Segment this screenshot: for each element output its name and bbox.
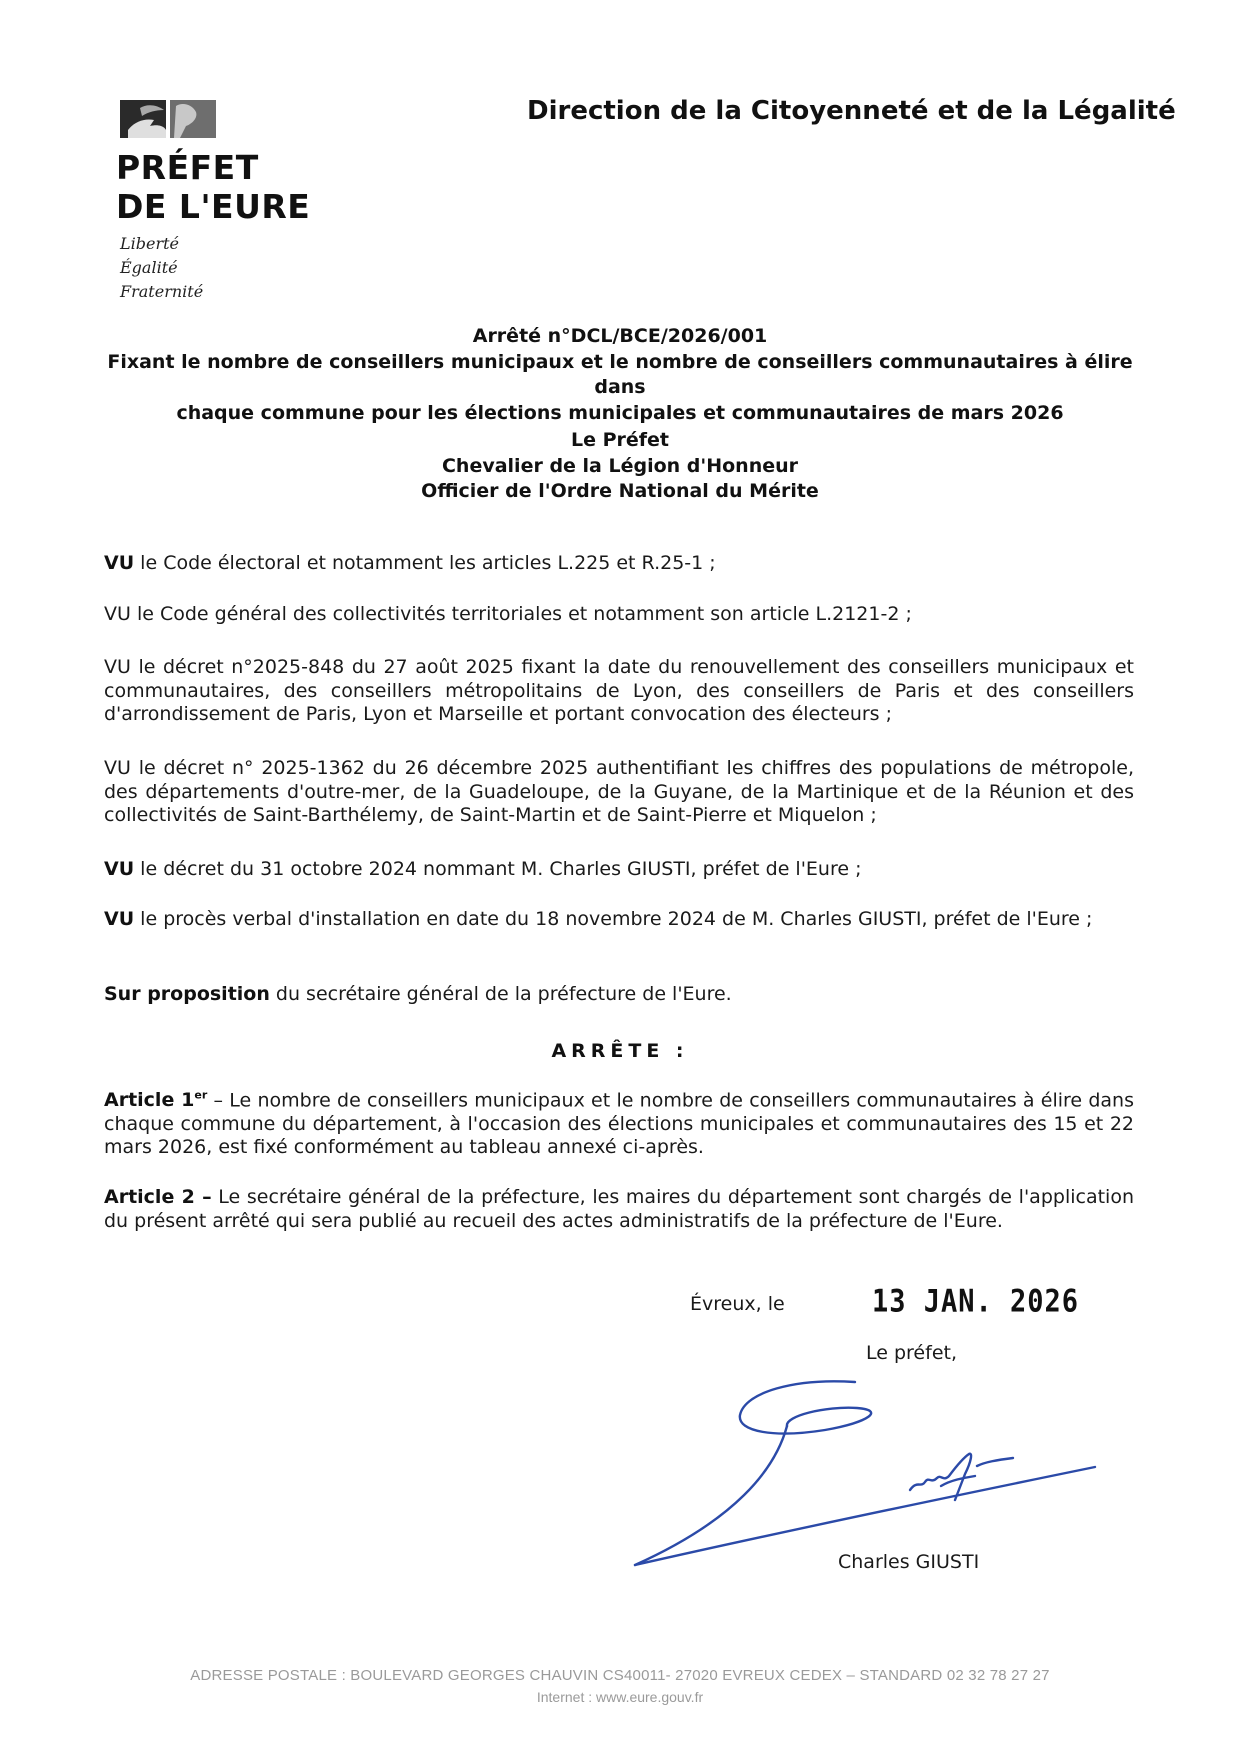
devise-egalite: Égalité	[120, 258, 178, 277]
proposition-paragraph: Sur proposition du secrétaire général de la préfecture de l'Eure.	[104, 983, 732, 1005]
date-stamp: 13 JAN. 2026	[872, 1283, 1080, 1320]
visa-paragraph-5: VU le décret du 31 octobre 2024 nommant M. Charles GIUSTI, préfet de l'Eure ;	[104, 858, 862, 880]
devise-liberte: Liberté	[120, 234, 179, 253]
article-2: Article 2 – Le secrétaire général de la préfecture, les maires du département sont chargés de l'application du présent arrêté qui sera publié au recueil des actes administratifs de la préfecture de l'Eure.	[104, 1186, 1134, 1232]
article-1: Article 1er – Le nombre de conseillers municipaux et le nombre de conseillers communautaires à élire dans chaque commune du département, à l'occasion des élections municipales et communautaires des 15 et 22 mars 2026, est fixé conformément au tableau annexé ci-après.	[104, 1089, 1134, 1159]
prefet-distinction-2: Officier de l'Ordre National du Mérite	[421, 480, 819, 502]
prefet-name-line2: DE L'EURE	[116, 187, 311, 226]
devise	[120, 232, 203, 304]
marianne-logo-icon	[120, 100, 216, 138]
visa-paragraph-3: VU le décret n°2025-848 du 27 août 2025 fixant la date du renouvellement des conseillers municipaux et communautaires, des conseillers métropolitains de Lyon, des conseillers de Paris et des conseillers d'arrondissement de Paris, Lyon et Marseille et portant convocation des électeurs ;	[104, 656, 1134, 725]
prefet-titles	[100, 428, 1140, 505]
arrete-subject-line1: Fixant le nombre de conseillers municipaux et le nombre de conseillers communautaires à élire dans	[107, 350, 1133, 398]
article-2-label: Article 2 –	[104, 1186, 212, 1208]
visa-paragraph-6: VU le procès verbal d'installation en date du 18 novembre 2024 de M. Charles GIUSTI, préfet de l'Eure ;	[104, 908, 1093, 930]
footer-website: Internet : www.eure.gouv.fr	[536, 1689, 704, 1705]
article-1-label: Article 1er	[104, 1089, 208, 1112]
signature-place: Évreux, le	[690, 1293, 785, 1315]
devise-fraternite: Fraternité	[120, 282, 204, 301]
footer-address: ADRESSE POSTALE : BOULEVARD GEORGES CHAUVIN CS40011- 27020 EVREUX CEDEX – STANDARD 02 32 78 27 27	[190, 1667, 1050, 1684]
prefet-title: Le Préfet	[570, 429, 670, 451]
arrete-subject-line2: chaque commune pour les élections municipales et communautaires de mars 2026	[176, 401, 1064, 424]
prefet-distinction-1: Chevalier de la Légion d'Honneur	[441, 454, 799, 477]
arrete-title-block	[100, 324, 1140, 426]
visa-paragraph-2: VU le Code général des collectivités territoriales et notamment son article L.2121-2 ;	[104, 603, 912, 625]
signer-name: Charles GIUSTI	[838, 1551, 980, 1573]
signature-title: Le préfet,	[866, 1342, 957, 1364]
arrete-heading: ARRÊTE :	[551, 1040, 689, 1062]
visa-paragraph-4: VU le décret n° 2025-1362 du 26 décembre 2025 authentifiant les chiffres des populations de métropole, des départements d'outre-mer, de la Guadeloupe, de la Guyane, de la Martinique et de la Réunion et des collectivités de Saint-Barthélemy, de Saint-Martin et de Saint-Pierre et Miquelon ;	[104, 757, 1134, 826]
handwritten-signature	[625, 1370, 1115, 1580]
prefet-name	[116, 148, 310, 226]
prefet-name-line1: PRÉFET	[116, 148, 259, 187]
direction-heading: Direction de la Citoyenneté et de la Légalité	[527, 96, 1176, 126]
arrete-number: Arrêté n°DCL/BCE/2026/001	[472, 325, 768, 347]
visa-paragraph-1: VU le Code électoral et notamment les articles L.225 et R.25-1 ;	[104, 552, 716, 574]
